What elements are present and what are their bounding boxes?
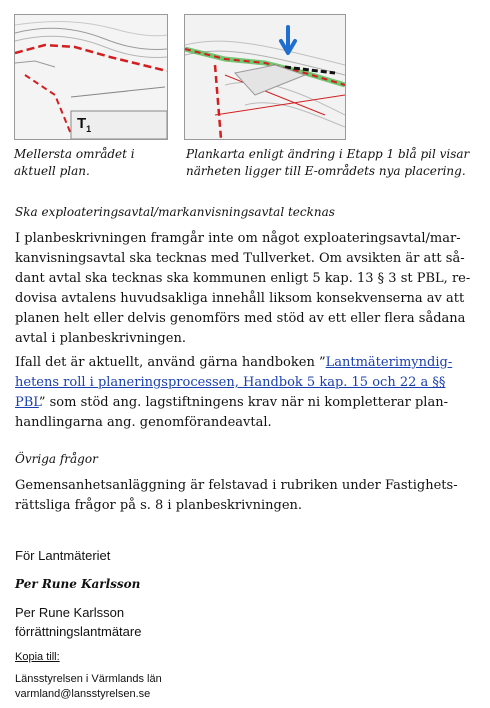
copy-label: Kopia till:: [15, 651, 60, 663]
handbok-link[interactable]: PBL: [15, 395, 39, 410]
paragraph-line: Gemensanhetsanläggning är felstavad i rubriken under Fastighets-: [15, 478, 458, 493]
signer-title: förrättningslantmätare: [15, 624, 142, 639]
signature-for-line: För Lantmäteriet: [15, 548, 111, 563]
paragraph-line: rättsliga frågor på s. 8 i planbeskrivningen.: [15, 498, 303, 513]
paragraph-text: Ifall det är aktuellt, använd gärna handboken ”: [15, 355, 326, 370]
section-heading-ovriga: Övriga frågor: [15, 452, 98, 466]
handbok-link[interactable]: hetens roll i planeringsprocessen, Handbok 5 kap. 15 och 22 a §§: [15, 375, 446, 390]
section-heading-avtal: Ska exploateringsavtal/markanvisningsavtal tecknas: [15, 205, 335, 219]
paragraph-line: [15, 373, 485, 393]
plan-map-right: [184, 14, 346, 140]
paragraph-line: planen helt eller delvis genomförs med stöd av ett eller flera sådana: [15, 311, 466, 326]
right-image-caption: [186, 146, 486, 180]
paragraph-line: dant avtal ska tecknas ska kommunen enligt 5 kap. 13 § 3 st PBL, re-: [15, 271, 471, 286]
left-caption-line-2: aktuell plan.: [14, 164, 90, 178]
map-zone-letter: T: [77, 115, 87, 132]
paragraph-line: [15, 353, 485, 373]
copy-email: varmland@lansstyrelsen.se: [15, 688, 151, 700]
left-caption-line-1: Mellersta området i: [14, 147, 135, 161]
paragraph-line: dovisa avtalens huvudsakliga innehåll liksom konsekvenserna av att: [15, 291, 465, 306]
right-caption-line-2: närheten ligger till E-områdets nya placering.: [186, 164, 466, 178]
paragraph-line: handlingarna ang. genomförandeavtal.: [15, 415, 272, 430]
handbok-link[interactable]: Lantmäterimyndig-: [325, 355, 453, 370]
plan-map-left: [14, 14, 168, 140]
signer-name: Per Rune Karlsson: [15, 605, 125, 620]
paragraph-line: kanvisningsavtal ska tecknas med Tullverket. Om avsikten är att så-: [15, 251, 465, 266]
map-zone-subscript: 1: [86, 124, 92, 134]
map-zone-label: [77, 115, 91, 134]
paragraph-handbok: [15, 353, 485, 433]
paragraph-line: [15, 393, 485, 413]
paragraph-ovriga: [15, 476, 485, 516]
copy-recipient: Länsstyrelsen i Värmlands län: [15, 673, 162, 685]
left-image-caption: [14, 146, 174, 180]
paragraph-line: avtal i planbeskrivningen.: [15, 331, 186, 346]
paragraph-line: I planbeskrivningen framgår inte om något exploateringsavtal/mar-: [15, 231, 461, 246]
handwritten-signature: Per Rune Karlsson: [15, 577, 141, 591]
paragraph-text: ” som stöd ang. lagstiftningens krav när ni kompletterar plan-: [38, 395, 448, 410]
right-caption-line-1: Plankarta enligt ändring i Etapp 1 blå pil visar: [186, 147, 470, 161]
paragraph-avtal: [15, 229, 485, 349]
plan-map-right-drawing: [185, 15, 345, 139]
